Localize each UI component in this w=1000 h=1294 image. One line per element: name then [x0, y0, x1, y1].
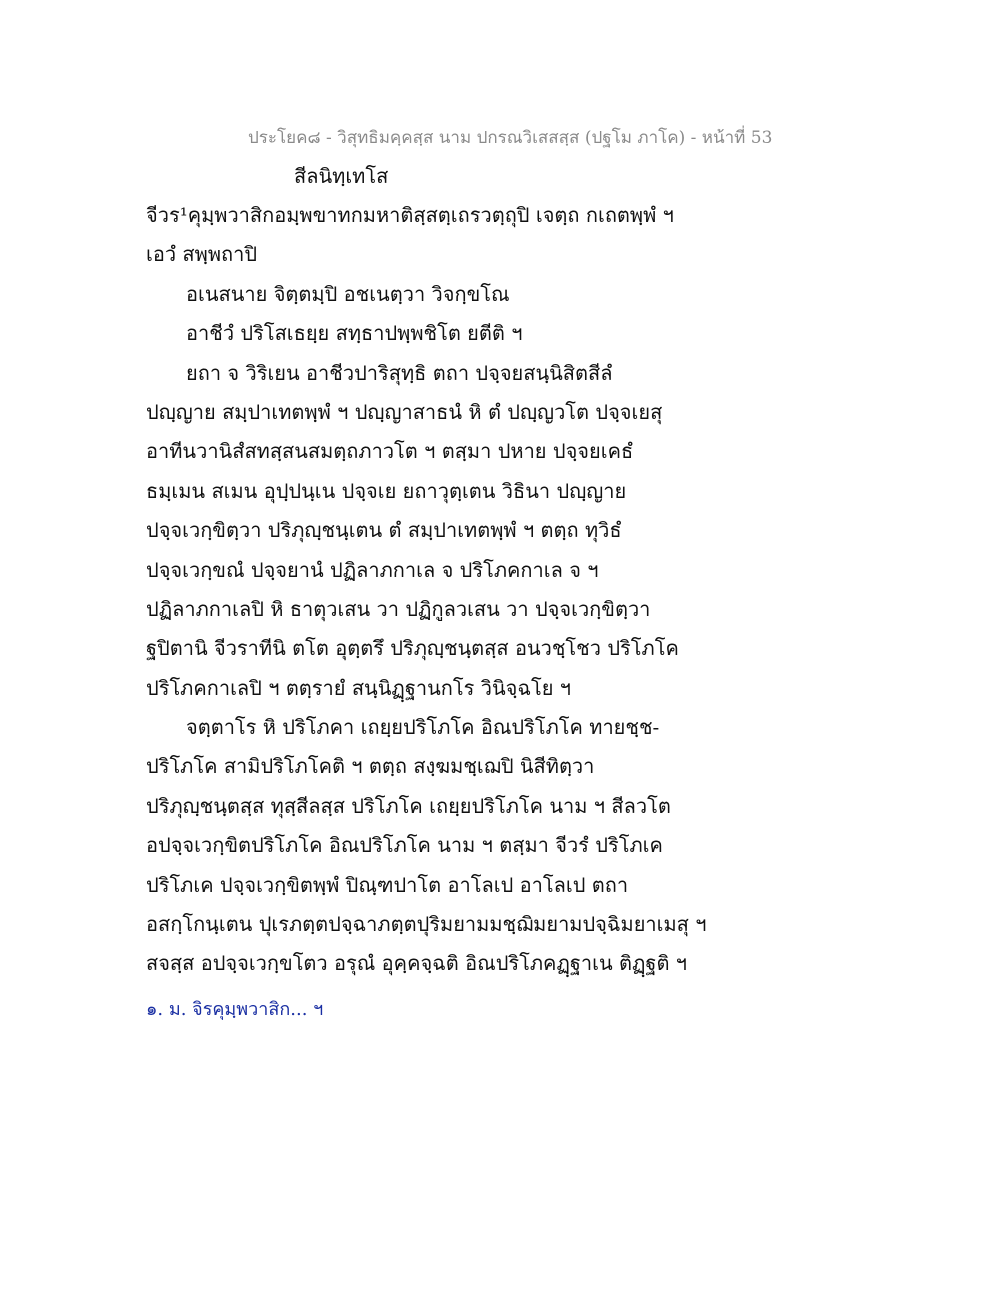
text-line: ปริภุญฺชนฺตสฺส ทุสฺสีลสฺส ปริโภโค เถยฺยปริโภโค นาม ฯ สีลวโต [146, 793, 671, 818]
page-header: ประโยค๘ - วิสุทธิมคฺคสฺส นาม ปกรณวิเสสสฺส (ปฐโม ภาโค) - หน้าที่ 53 [248, 128, 773, 148]
verse-line: อาชีวํ ปริโสเธยฺย สทฺธาปพฺพชิโต ยตีติ ฯ [186, 321, 523, 346]
text-line: ฐปิตานิ จีวราทีนิ ตโต อุตฺตรึ ปริภุญฺชนฺตสฺส อนวชฺโชว ปริโภโค [146, 636, 679, 661]
text-line: ปจฺจเวกฺขิตฺวา ปริภุญฺชนฺเตน ตํ สมฺปาเทตพฺพํ ฯ ตตฺถ ทุวิธํ [146, 518, 622, 543]
text-line: จีวร¹คุมฺพวาสิกอมฺพขาทกมหาติสฺสตฺเถรวตฺถุปิ เจตฺถ กเถตพฺพํ ฯ [146, 203, 674, 227]
text-line: อาทีนวานิสํสทสฺสนสมตฺถภาวโต ฯ ตสฺมา ปหาย ปจฺจยเคธํ [146, 439, 634, 464]
text-line: ปริโภโค สามิปริโภโคติ ฯ ตตฺถ สงฺฆมชฺเฌปิ นิสีทิตฺวา [146, 754, 595, 779]
text-line: ปฏิลาภกาเลปิ หิ ธาตุวเสน วา ปฏิกูลวเสน วา ปจฺจเวกฺขิตฺวา [146, 596, 651, 621]
paragraph-start: ยถา จ วิริเยน อาชีวปาริสุทฺธิ ตถา ปจฺจยสนฺนิสิตสีลํ [186, 360, 613, 385]
paragraph-start: จตฺตาโร หิ ปริโภคา เถยฺยปริโภโค อิณปริโภโค ทายชฺช- [186, 715, 660, 740]
body-text [146, 200, 706, 988]
text-line: ปญฺญาย สมฺปาเทตพฺพํ ฯ ปญฺญาสาธนํ หิ ตํ ปญฺญวโต ปจฺจเยสุ [146, 399, 663, 424]
section-title: สีลนิทฺเทโส [294, 164, 389, 188]
text-line: ปริโภคกาเลปิ ฯ ตตฺรายํ สนฺนิฏฺฐานกโร วินิจฺฉโย ฯ [146, 675, 571, 700]
footnote: ๑. ม. จิรคุมฺพวาสิก... ฯ [146, 999, 324, 1020]
text-line: ธมฺเมน สเมน อุปฺปนฺเน ปจฺจเย ยถาวุตฺเตน วิธินา ปญฺญาย [146, 478, 627, 503]
text-line: เอวํ สพฺพถาปิ [146, 242, 258, 267]
verse-line: อเนสนาย จิตฺตมฺปิ อชเนตฺวา วิจกฺขโณ [186, 281, 510, 306]
text-line: ปริโภเค ปจฺจเวกฺขิตพฺพํ ปิณฺฑปาโต อาโลเป อาโลเป ตถา [146, 872, 629, 897]
text-line: อปจฺจเวกฺขิตปริโภโค อิณปริโภโค นาม ฯ ตสฺมา จีวรํ ปริโภเค [146, 833, 663, 858]
text-line: ปจฺจเวกฺขณํ ปจฺจยานํ ปฏิลาภกาเล จ ปริโภคกาเล จ ฯ [146, 557, 599, 582]
text-line: สจสฺส อปจฺจเวกฺขโตว อรุณํ อุคฺคจฺฉติ อิณปริโภคฏฺฐาเน ติฏฺฐติ ฯ [146, 951, 688, 976]
text-line: อสกฺโกนฺเตน ปุเรภตฺตปจฺฉาภตฺตปุริมยามมชฺฌิมยามปจฺฉิมยาเมสุ ฯ [146, 912, 707, 937]
